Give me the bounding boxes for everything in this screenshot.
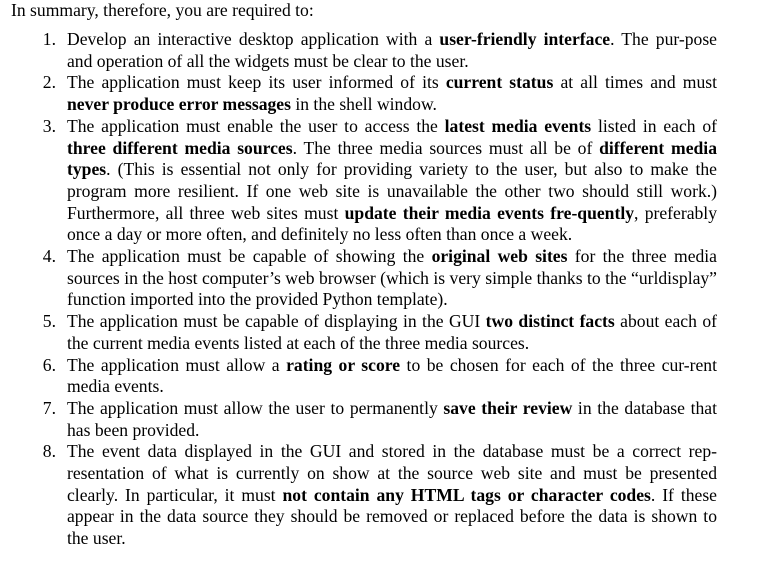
requirement-number: 2. bbox=[42, 72, 56, 93]
requirement-number: 4. bbox=[42, 246, 56, 267]
emphasis-text: different media types bbox=[67, 137, 717, 180]
body-text: at all times and must bbox=[553, 72, 717, 93]
emphasis-text: original web sites bbox=[431, 246, 568, 267]
body-text: The application must enable the user to access the bbox=[67, 115, 445, 136]
body-text: The application must allow the user to permanently bbox=[67, 397, 444, 418]
body-text: , preferably once a day or more often, and definitely no less often than once a week. bbox=[67, 202, 717, 245]
emphasis-text: two distinct facts bbox=[485, 311, 615, 332]
emphasis-text: user-friendly interface bbox=[439, 29, 611, 49]
body-text: . If these appear in the data source they should be removed or replaced before the data is shown to the user. bbox=[67, 484, 717, 549]
requirement-text bbox=[67, 72, 717, 114]
body-text: The application must keep its user informed of its bbox=[67, 72, 446, 93]
requirement-item bbox=[0, 311, 783, 354]
requirement-item bbox=[0, 72, 783, 115]
requirement-number: 5. bbox=[42, 311, 56, 332]
requirement-number: 3. bbox=[42, 115, 56, 136]
emphasis-text: update their media events fre-quently bbox=[344, 202, 635, 223]
intro-text: In summary, therefore, you are required to: bbox=[11, 0, 314, 20]
body-text: in the shell window. bbox=[290, 94, 437, 115]
body-text: listed in each of bbox=[591, 115, 717, 136]
requirement-item bbox=[0, 398, 783, 441]
body-text: Develop an interactive desktop application with a bbox=[67, 29, 440, 49]
requirement-item bbox=[0, 355, 783, 398]
requirement-text bbox=[67, 441, 717, 548]
body-text: The application must be capable of displaying in the GUI bbox=[67, 311, 486, 332]
requirement-number: 1. bbox=[42, 29, 56, 49]
emphasis-text: latest media events bbox=[444, 115, 592, 136]
emphasis-text: three different media sources bbox=[67, 137, 293, 158]
requirement-item bbox=[0, 441, 783, 550]
requirement-item bbox=[0, 116, 783, 246]
requirement-number: 7. bbox=[42, 397, 56, 418]
body-text: . The pur-pose and operation of all the widgets must be clear to the user. bbox=[67, 29, 717, 71]
body-text: to be chosen for each of the three cur-rent media events. bbox=[67, 354, 717, 397]
emphasis-text: not contain any HTML tags or character codes bbox=[282, 484, 651, 505]
body-text: . (This is essential not only for providing variety to the user, but also to make the program more resilient. If one web site is unavailable the other two should still work.) Furthermore, all three web sites must bbox=[67, 159, 717, 223]
emphasis-text: current status bbox=[445, 72, 554, 93]
requirement-text bbox=[67, 116, 717, 245]
requirements-list bbox=[0, 29, 783, 550]
requirement-text bbox=[67, 355, 717, 397]
body-text: for the three media sources in the host computer’s web browser (which is very simple thanks to the “urldisplay” function imported into the provided Python template). bbox=[67, 246, 717, 310]
body-text: The event data displayed in the GUI and stored in the database must be a correct rep-resentation of what is currently on show at the source web site and must be presented clearly. In particular, it must bbox=[67, 441, 717, 505]
body-text: The application must allow a bbox=[67, 354, 287, 375]
requirement-text bbox=[67, 311, 717, 353]
emphasis-text: never produce error messages bbox=[67, 94, 291, 115]
body-text: in the database that has been provided. bbox=[67, 397, 717, 440]
emphasis-text: save their review bbox=[443, 397, 573, 418]
requirement-item bbox=[0, 246, 783, 311]
body-text: about each of the current media events listed at each of the three media sources. bbox=[67, 311, 717, 353]
requirement-number: 6. bbox=[42, 354, 56, 375]
requirement-text bbox=[67, 29, 717, 71]
body-text: The application must be capable of showing the bbox=[67, 246, 432, 267]
requirement-text bbox=[67, 398, 717, 440]
requirement-item bbox=[0, 29, 783, 72]
body-text: . The three media sources must all be of bbox=[292, 137, 600, 158]
requirement-number: 8. bbox=[42, 441, 56, 462]
emphasis-text: rating or score bbox=[286, 354, 401, 375]
requirement-text bbox=[67, 246, 717, 309]
